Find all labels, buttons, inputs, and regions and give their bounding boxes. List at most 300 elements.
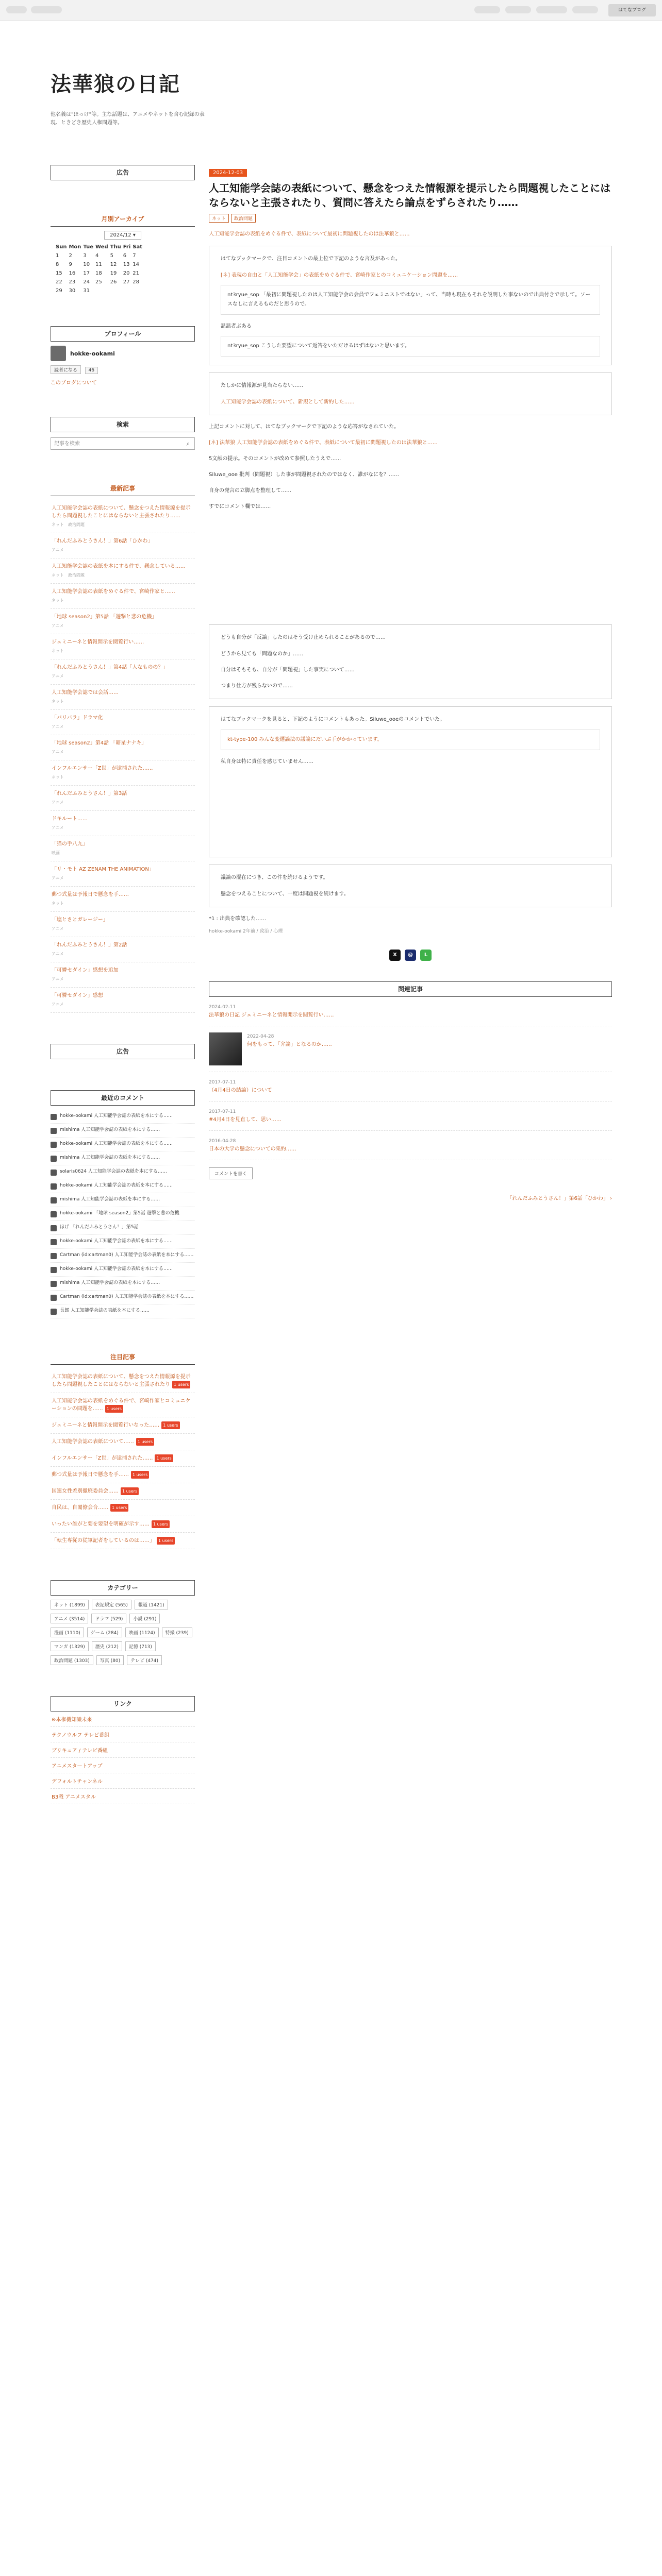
latest-entry-link[interactable]: 「猫の手八九」	[52, 841, 88, 847]
list-item	[51, 1533, 195, 1549]
related-item[interactable]	[209, 1072, 612, 1101]
calendar-day[interactable]: 25	[95, 279, 102, 285]
calendar-day[interactable]: 14	[133, 262, 140, 267]
related-text	[209, 1108, 612, 1124]
related-item[interactable]	[209, 1131, 612, 1160]
latest-entry-link[interactable]: 「可憐セダイン」感想を追加	[52, 968, 119, 973]
list-item	[51, 1742, 195, 1758]
latest-heading: 最新記事	[51, 481, 195, 496]
paragraph: 自身の発言の立脚点を整理して……	[209, 488, 291, 494]
list-item	[51, 1516, 195, 1533]
entry-meta: アニメ	[52, 724, 64, 729]
category-chip[interactable]: 写真 (80)	[96, 1655, 124, 1665]
entry-meta: ネット	[52, 598, 64, 603]
entry-categories	[209, 214, 612, 223]
next-entry-link[interactable]: 「れんだふみとうさん！」第6話「ひかわ」 ›	[507, 1196, 612, 1201]
related-link[interactable]: 日本の大学の懸念についての集約……	[209, 1146, 296, 1152]
calendar-day	[94, 286, 109, 295]
calendar-day[interactable]: 21	[133, 270, 140, 276]
categories-module	[51, 1580, 195, 1665]
comment-text[interactable]: hokke-ookami 人工知能学会誌の表紙を本にする……	[60, 1266, 173, 1272]
calendar-day[interactable]: 1	[56, 253, 59, 259]
bookmark-count-badge[interactable]: 1 users	[136, 1438, 154, 1446]
comment-text[interactable]: ほげ 「れんだふみとうさん！」第5話	[60, 1225, 139, 1230]
entry-meta: ネット	[52, 699, 64, 704]
inline-link[interactable]: [ネ] 法華狼 人工知能学会誌の表紙をめぐる件で、表紙について最初に問題視したのは法華狼と……	[209, 440, 438, 446]
user-icon	[51, 1114, 57, 1120]
calendar-day[interactable]: 27	[123, 279, 130, 285]
calendar-weekday: Sat	[133, 244, 143, 250]
category-chip[interactable]: ゲーム (284)	[87, 1628, 122, 1637]
category-chip[interactable]: テレビ (474)	[127, 1655, 162, 1665]
list-item	[51, 584, 195, 609]
quote-box	[209, 246, 612, 365]
menu-pill[interactable]	[505, 6, 531, 13]
related-date: 2022-04-28	[247, 1034, 274, 1039]
comment-item[interactable]	[51, 1235, 195, 1249]
latest-entry-link[interactable]: 人工知能学会誌の表紙をめぐる件で、宮崎作家と……	[52, 589, 175, 595]
share-buttons	[209, 950, 612, 961]
related-text	[209, 1078, 612, 1095]
quote-paragraph: はてなブックマークで、注目コメントの最上位で下記のような言及があった。	[221, 256, 401, 262]
calendar-day[interactable]: 20	[123, 270, 130, 276]
popular-entry-link[interactable]: いったい誰がと要を要望を明確が示す……	[52, 1521, 150, 1527]
calendar-weekday: Tue	[83, 244, 94, 250]
related-text	[247, 1032, 332, 1065]
comment-item[interactable]	[51, 1277, 195, 1291]
comment-item[interactable]	[51, 1193, 195, 1207]
user-icon	[51, 1225, 57, 1231]
ads-heading: 広告	[51, 1044, 195, 1059]
paragraph: どうも自分が「反論」したのはそう受け止められることがあるので……	[221, 635, 386, 640]
user-icon	[51, 1183, 57, 1190]
popular-entry-link[interactable]: ジェミニーネと情報開示を閲覧行いなった……	[52, 1422, 160, 1428]
comment-text[interactable]: hokke-ookami 人工知能学会誌の表紙を本にする……	[60, 1113, 173, 1118]
popular-entry-link[interactable]: 自民は、自閣僚会合……	[52, 1505, 108, 1511]
calendar-weekday: Thu	[110, 244, 121, 250]
calendar-weekday: Fri	[123, 244, 131, 250]
list-item	[51, 887, 195, 912]
comment-item[interactable]	[51, 1151, 195, 1165]
latest-entries-module	[51, 481, 195, 1013]
user-icon	[51, 1211, 57, 1217]
list-item	[51, 1727, 195, 1742]
comment-item[interactable]	[51, 1179, 195, 1193]
related-text	[209, 1003, 612, 1020]
entry-meta: アニメ	[52, 825, 64, 830]
line-share-icon[interactable]: L	[420, 950, 432, 961]
search-module	[51, 417, 195, 450]
latest-entry-link[interactable]: 「可憐セダイン」感想	[52, 993, 103, 998]
category-chip[interactable]: 報道 (1421)	[135, 1600, 168, 1609]
paragraph: 懸念をつえることについて、一度は問題視を続けます。	[221, 891, 349, 897]
paragraph: 自分はそもそも、自分が「問題視」した事実について……	[221, 667, 355, 673]
list-item	[51, 500, 195, 533]
comment-text[interactable]: 長郎 人工知能学会誌の表紙を本にする……	[60, 1308, 150, 1313]
links-heading: リンク	[51, 1696, 195, 1711]
list-item	[51, 1450, 195, 1467]
calendar-day[interactable]: 16	[69, 270, 76, 276]
sidebar-ads	[51, 165, 195, 180]
calendar-table	[55, 243, 143, 295]
list-item	[51, 1417, 195, 1434]
quote-box	[209, 706, 612, 857]
popular-entry-link[interactable]: 国連女性差別撤廃委員会……	[52, 1488, 119, 1494]
list-item	[51, 1467, 195, 1483]
calendar-day[interactable]: 22	[56, 279, 62, 285]
bookmark-count-badge[interactable]: 1 users	[105, 1405, 123, 1413]
list-item	[51, 937, 195, 962]
list-item	[51, 558, 195, 584]
popular-heading: 注目記事	[51, 1349, 195, 1365]
comment-item[interactable]	[51, 1263, 195, 1277]
menu-pill[interactable]	[474, 6, 500, 13]
bookmark-count-badge[interactable]: 1 users	[172, 1381, 190, 1388]
latest-entry-link[interactable]: 「地球 season2」第5話 「遊撃と悲の危機」	[52, 614, 157, 620]
list-item	[51, 861, 195, 887]
calendar-day[interactable]: 15	[56, 270, 62, 276]
list-item	[51, 836, 195, 861]
external-link[interactable]: アニメスタートアップ	[52, 1764, 103, 1769]
calendar-day[interactable]: 7	[133, 253, 136, 259]
entry-footer-meta: hokke-ookami 2年前 / 政治 / 心理	[209, 929, 283, 934]
user-icon	[51, 1239, 57, 1245]
list-item	[51, 685, 195, 710]
calendar-day[interactable]: 30	[69, 288, 76, 294]
category-chip[interactable]: 歴史 (212)	[92, 1641, 122, 1651]
list-item	[51, 735, 195, 760]
related-thumbnail[interactable]	[209, 1032, 242, 1065]
calendar-day	[122, 286, 132, 295]
list-item	[51, 1773, 195, 1789]
list-item	[51, 962, 195, 988]
comment-text[interactable]: mishima 人工知能学会誌の表紙を本にする……	[60, 1127, 160, 1132]
bookmark-count-badge[interactable]: 1 users	[161, 1421, 179, 1429]
bookmark-count-badge[interactable]: 1 users	[157, 1537, 175, 1545]
list-item	[51, 786, 195, 811]
calendar-heading: 月別アーカイブ	[51, 211, 195, 227]
external-link[interactable]: テクノウルフ テレビ番組	[52, 1733, 110, 1738]
entry-meta: ネット	[52, 649, 64, 653]
x-share-icon[interactable]: X	[389, 950, 401, 961]
paragraph: 私自身は特に責任を感じていません……	[221, 759, 313, 765]
paragraph: 5文献の提示。そのコメントが改めて参照したうえで……	[209, 456, 341, 462]
blog-header	[51, 68, 613, 127]
comment-item[interactable]	[51, 1207, 195, 1221]
quoted-comment: nt3ryue_sop 「最初に問題視したのは人工知能学会の会員でフェミニストではない」って、当時も現在もそれを説明した事ないので出典付きで示して。ソースなしに言えるものだと思うので。	[221, 285, 600, 315]
comment-item[interactable]	[51, 1304, 195, 1318]
entry-meta: アニメ	[52, 800, 64, 805]
user-icon	[51, 1295, 57, 1301]
quote-link[interactable]: [ネ] 表現の自由と「人工知能学会」の表紙をめぐる件で、宮崎作家とのコミュニケーション問題を……	[221, 273, 458, 278]
user-icon	[51, 1156, 57, 1162]
list-item	[51, 988, 195, 1013]
category-chip[interactable]: 特撮 (239)	[162, 1628, 192, 1637]
calendar-day[interactable]: 11	[95, 262, 102, 267]
entry-meta: アニメ	[52, 623, 64, 628]
category-chip[interactable]: ネット (1899)	[51, 1600, 89, 1609]
recent-comments-module	[51, 1090, 195, 1318]
comment-item[interactable]	[51, 1221, 195, 1235]
latest-entry-link[interactable]: 「リ・モト AZ ZENAM THE ANIMATION」	[52, 867, 154, 872]
paragraph: 議論の混在につき、この件を続けるようです。	[221, 875, 328, 880]
entry-category-tag[interactable]: 政治問題	[231, 214, 256, 223]
popular-entry-link[interactable]: 「転生専従の従軍記者をしているのは……」	[52, 1538, 155, 1544]
entry-meta: アニメ	[52, 952, 64, 956]
calendar-day[interactable]: 3	[83, 253, 87, 259]
latest-entry-link[interactable]: 人工知能学会誌の表紙について、懸念をつえた情報源を提示したら問題視したことにはならないと主張されたり……	[52, 505, 191, 519]
related-date: 2017-07-11	[209, 1109, 236, 1114]
category-chip[interactable]: アニメ (3514)	[51, 1614, 88, 1623]
bookmark-count-badge[interactable]: 1 users	[110, 1504, 128, 1512]
blog-title[interactable]: 法華狼の日記	[51, 73, 180, 96]
list-item	[51, 533, 195, 558]
latest-entry-link[interactable]: ドキルート……	[52, 816, 88, 822]
list-item	[51, 634, 195, 659]
calendar-day	[131, 286, 143, 295]
calendar-day[interactable]: 10	[83, 262, 90, 267]
comment-text[interactable]: mishima 人工知能学会誌の表紙を本にする……	[60, 1155, 160, 1160]
menu-pill[interactable]	[536, 6, 567, 13]
external-link[interactable]: ブリキュア / テレビ番組	[52, 1748, 108, 1754]
categories-heading: カテゴリー	[51, 1580, 195, 1596]
related-date: 2016-04-28	[209, 1139, 236, 1144]
intro-link[interactable]: 人工知能学会誌の表紙をめぐる件で、表紙について最初に問題視したのは法華狼と……	[209, 231, 410, 237]
calendar-day[interactable]: 5	[110, 253, 114, 259]
related-link[interactable]: 法華狼の日記 ジェミニーネと情報開示を閲覧行い……	[209, 1012, 334, 1018]
latest-entry-link[interactable]: 「れんだふみとうさん！」第2話	[52, 942, 127, 948]
comment-text[interactable]: hokke-ookami 人工知能学会誌の表紙を本にする……	[60, 1183, 173, 1188]
quoted-comment[interactable]: kt-type-100 みんな変遷論法の議論にだいぶ手がかかっています。	[221, 730, 600, 750]
external-link[interactable]: ※本権機知識未来	[52, 1717, 92, 1723]
entry-meta: アニメ	[52, 876, 64, 880]
follower-count: 46	[85, 367, 98, 374]
popular-entry-link[interactable]: 人工知能学会誌の表紙をめぐる件で、宮崎作家とコミュニケーションの問題を……	[52, 1398, 191, 1412]
list-item	[51, 811, 195, 836]
bookmark-count-badge[interactable]: 1 users	[121, 1487, 139, 1495]
latest-entry-link[interactable]: インフルエンサー「Z世」が逮捕された……	[52, 766, 153, 771]
avatar[interactable]	[51, 346, 66, 361]
menu-pill[interactable]	[31, 6, 62, 13]
category-chip[interactable]: 漫画 (1110)	[51, 1628, 84, 1637]
comment-text[interactable]: hokke-ookami 人工知能学会誌の表紙を本にする……	[60, 1141, 173, 1146]
threads-share-icon[interactable]: @	[405, 950, 416, 961]
list-item	[51, 1758, 195, 1773]
comment-text[interactable]: solaris0624 人工知能学会誌の表紙を本にする……	[60, 1169, 167, 1174]
quote-box	[209, 624, 612, 699]
category-chip[interactable]: マンガ (1329)	[51, 1641, 89, 1651]
calendar-day[interactable]: 31	[83, 288, 90, 294]
paragraph: どうから見ても「問題なのか」……	[221, 651, 303, 657]
calendar-day[interactable]: 26	[110, 279, 117, 285]
paragraph: たしかに情報源が見当たらない……	[221, 383, 303, 388]
category-chip[interactable]: 表記規定 (565)	[92, 1600, 131, 1609]
related-date: 2024-02-11	[209, 1005, 236, 1010]
related-link[interactable]: #4月4日を見直して、思い……	[209, 1117, 282, 1123]
hatena-brand-button[interactable]: はてなブログ	[608, 4, 656, 16]
comment-text[interactable]: mishima 人工知能学会誌の表紙を本にする……	[60, 1197, 160, 1202]
calendar-weekday: Sun	[56, 244, 67, 250]
list-item	[51, 1789, 195, 1804]
quote-box	[209, 865, 612, 907]
comment-item[interactable]	[51, 1249, 195, 1263]
related-link[interactable]: （4月4日の結論）について	[209, 1088, 272, 1093]
latest-entry-link[interactable]: 人工知能学会誌の表紙を本にする件で、懸念している……	[52, 564, 186, 569]
sidebar-ads-2	[51, 1044, 195, 1059]
user-icon	[51, 1281, 57, 1287]
entry-meta: アニメ	[52, 977, 64, 981]
entry-meta: アニメ	[52, 1002, 64, 1007]
list-item	[51, 1369, 195, 1393]
latest-entry-link[interactable]: 郵つ式量は予報日で懸念を手……	[52, 892, 129, 897]
comment-text[interactable]: Cartman (id:cartman0) 人工知能学会誌の表紙を本にする……	[60, 1252, 194, 1258]
calendar-day[interactable]: 12	[110, 262, 117, 267]
user-icon	[51, 1309, 57, 1315]
category-chip[interactable]: ドラマ (529)	[91, 1614, 126, 1623]
related-item[interactable]	[209, 1026, 612, 1072]
follow-button[interactable]: 読者になる	[51, 365, 81, 374]
calendar-day[interactable]: 18	[95, 270, 102, 276]
calendar-day[interactable]: 2	[69, 253, 72, 259]
entry-meta: ネット 政治問題	[52, 573, 85, 578]
list-item	[51, 912, 195, 937]
quote-box	[209, 372, 612, 415]
profile-name[interactable]: hokke-ookami	[70, 350, 115, 357]
bookmark-count-badge[interactable]: 1 users	[152, 1520, 170, 1528]
latest-entry-link[interactable]: 「れんだふみとうさん！」第3話	[52, 791, 127, 796]
category-chip[interactable]: 小説 (291)	[129, 1614, 160, 1623]
comment-text[interactable]: Cartman (id:cartman0) 人工知能学会誌の表紙を本にする……	[60, 1294, 194, 1299]
related-date: 2017-07-11	[209, 1080, 236, 1085]
latest-entry-link[interactable]: 人工知能学会誌では会話……	[52, 690, 119, 696]
latest-entry-link[interactable]: 「塩とさとガレージー」	[52, 917, 108, 923]
list-item	[51, 659, 195, 685]
menu-pill[interactable]	[572, 6, 598, 13]
calendar-day[interactable]: 28	[133, 279, 140, 285]
user-icon	[51, 1253, 57, 1259]
user-icon	[51, 1197, 57, 1204]
menu-pill[interactable]	[6, 6, 27, 13]
bookmark-count-badge[interactable]: 1 users	[155, 1454, 173, 1462]
related-item[interactable]	[209, 1101, 612, 1131]
comment-text[interactable]: mishima 人工知能学会誌の表紙を本にする……	[60, 1280, 160, 1285]
comment-item[interactable]	[51, 1291, 195, 1304]
popular-entry-link[interactable]: 郵つ式量は予報日で懸念を手……	[52, 1472, 129, 1478]
paragraph: はてなブックマークを見ると、下記のようにコメントもあった。Siluwe_ooeのコメントでいた。	[221, 717, 445, 722]
recent-comments-heading: 最近のコメント	[51, 1090, 195, 1106]
list-item	[51, 1711, 195, 1727]
calendar-day[interactable]: 13	[123, 262, 130, 267]
popular-entry-link[interactable]: 人工知能学会誌の表紙について、懸念をつえた情報源を提示したら問題視したことにはならないと主張されたり	[52, 1374, 191, 1387]
comment-item[interactable]	[51, 1110, 195, 1124]
entry-meta: アニメ	[52, 548, 64, 552]
entry-meta: ネット 政治問題	[52, 522, 85, 527]
about-link[interactable]: このブログについて	[51, 380, 97, 386]
popular-entry-link[interactable]: 人工知能学会誌の表紙について……	[52, 1439, 134, 1445]
user-icon	[51, 1142, 57, 1148]
entry-title[interactable]: 人工知能学会誌の表紙について、懸念をつえた情報源を提示したら問題視したことにはならないと主張されたり、質問に答えたら論点をずらされたり……	[209, 182, 611, 209]
search-icon[interactable]: ⌕	[186, 440, 190, 447]
related-link[interactable]: 何をもって、「弁論」となるのか……	[247, 1042, 332, 1047]
blog-description: 他名義は"ほっけ"等。主な話題は、アニメやネットを含む記録の表現、ときどき歴史人権問題等。	[51, 112, 205, 126]
comment-text[interactable]: hokke-ookami 人工知能学会誌の表紙を本にする……	[60, 1239, 173, 1244]
paragraph: すでにコメント欄では……	[209, 504, 271, 510]
related-item[interactable]	[209, 997, 612, 1026]
quote-paragraph: 温温者ぶある	[221, 324, 252, 329]
search-input[interactable]	[51, 438, 182, 449]
inline-link[interactable]: 人工知能学会誌の表紙について、新規として新約した……	[221, 399, 355, 405]
footnote: *1 : 出典を確認した……	[209, 916, 267, 922]
list-item	[51, 1393, 195, 1417]
latest-entry-link[interactable]: 「地球 season2」第4話 「暗星ナナキ」	[52, 740, 147, 746]
entry-meta: アニメ	[52, 674, 64, 679]
calendar-day[interactable]: 8	[56, 262, 59, 267]
latest-entry-link[interactable]: 「れんだふみとうさん！」第6話「ひかわ」	[52, 538, 153, 544]
comment-item[interactable]	[51, 1138, 195, 1151]
external-link[interactable]: B3戦 アニメスタル	[52, 1794, 96, 1800]
list-item	[51, 710, 195, 735]
calendar-day[interactable]: 6	[123, 253, 127, 259]
bookmark-count-badge[interactable]: 1 users	[131, 1471, 149, 1479]
related-heading: 関連記事	[209, 981, 612, 997]
calendar-day	[109, 286, 122, 295]
list-item	[51, 1500, 195, 1516]
search-heading: 検索	[51, 417, 195, 432]
comment-item[interactable]	[51, 1124, 195, 1138]
comment-text[interactable]: hokke-ookami 「地球 season2」第5話 遊撃と悲の危機	[60, 1211, 179, 1216]
latest-entry-link[interactable]: 「バリバラ」ドラマ化	[52, 715, 103, 721]
user-icon	[51, 1128, 57, 1134]
write-comment-button[interactable]: コメントを書く	[209, 1167, 253, 1179]
calendar-day[interactable]: 4	[95, 253, 99, 259]
profile-heading: プロフィール	[51, 326, 195, 342]
list-item	[51, 760, 195, 786]
calendar-day[interactable]: 19	[110, 270, 117, 276]
links-module	[51, 1696, 195, 1804]
main-entry	[209, 165, 612, 1201]
category-chip[interactable]: 映画 (1124)	[125, 1628, 159, 1637]
calendar-day[interactable]: 17	[83, 270, 90, 276]
external-link[interactable]: デフォルトチャンネル	[52, 1779, 103, 1785]
profile-module	[51, 326, 195, 386]
user-icon	[51, 1170, 57, 1176]
latest-entry-link[interactable]: ジェミニーネと情報開示を閲覧行い……	[52, 639, 144, 645]
calendar-day[interactable]: 9	[69, 262, 72, 267]
entry-category-tag[interactable]: ネット	[209, 214, 229, 223]
list-item	[51, 1434, 195, 1450]
paragraph: つまり仕方が残らないので……	[221, 683, 293, 689]
entry-meta: アニメ	[52, 750, 64, 754]
entry-meta: アニメ	[52, 926, 64, 931]
related-text	[209, 1137, 612, 1154]
calendar-day[interactable]: 23	[69, 279, 76, 285]
entry-meta: 映画	[52, 851, 60, 855]
popular-entry-link[interactable]: インフルエンサー「Z世」が逮捕された……	[52, 1455, 153, 1461]
calendar-day[interactable]: 24	[83, 279, 90, 285]
category-chip[interactable]: 政治問題 (1303)	[51, 1655, 93, 1665]
paragraph: 上記コメントに対して、はてなブックマークで下記のような応答がなされていた。	[209, 424, 400, 430]
ads-heading: 広告	[51, 165, 195, 180]
entry-date[interactable]: 2024-12-03	[209, 169, 247, 177]
top-navigation-bar	[0, 0, 662, 21]
list-item	[51, 1483, 195, 1500]
latest-entry-link[interactable]: 「れんだふみとうさん！」第4話「人なものの？」	[52, 665, 169, 670]
month-selector[interactable]: 2024/12 ▾	[104, 231, 141, 240]
category-chip[interactable]: 記憶 (713)	[125, 1641, 156, 1651]
calendar-day[interactable]: 29	[56, 288, 62, 294]
calendar-weekday: Mon	[69, 244, 81, 250]
comment-item[interactable]	[51, 1165, 195, 1179]
